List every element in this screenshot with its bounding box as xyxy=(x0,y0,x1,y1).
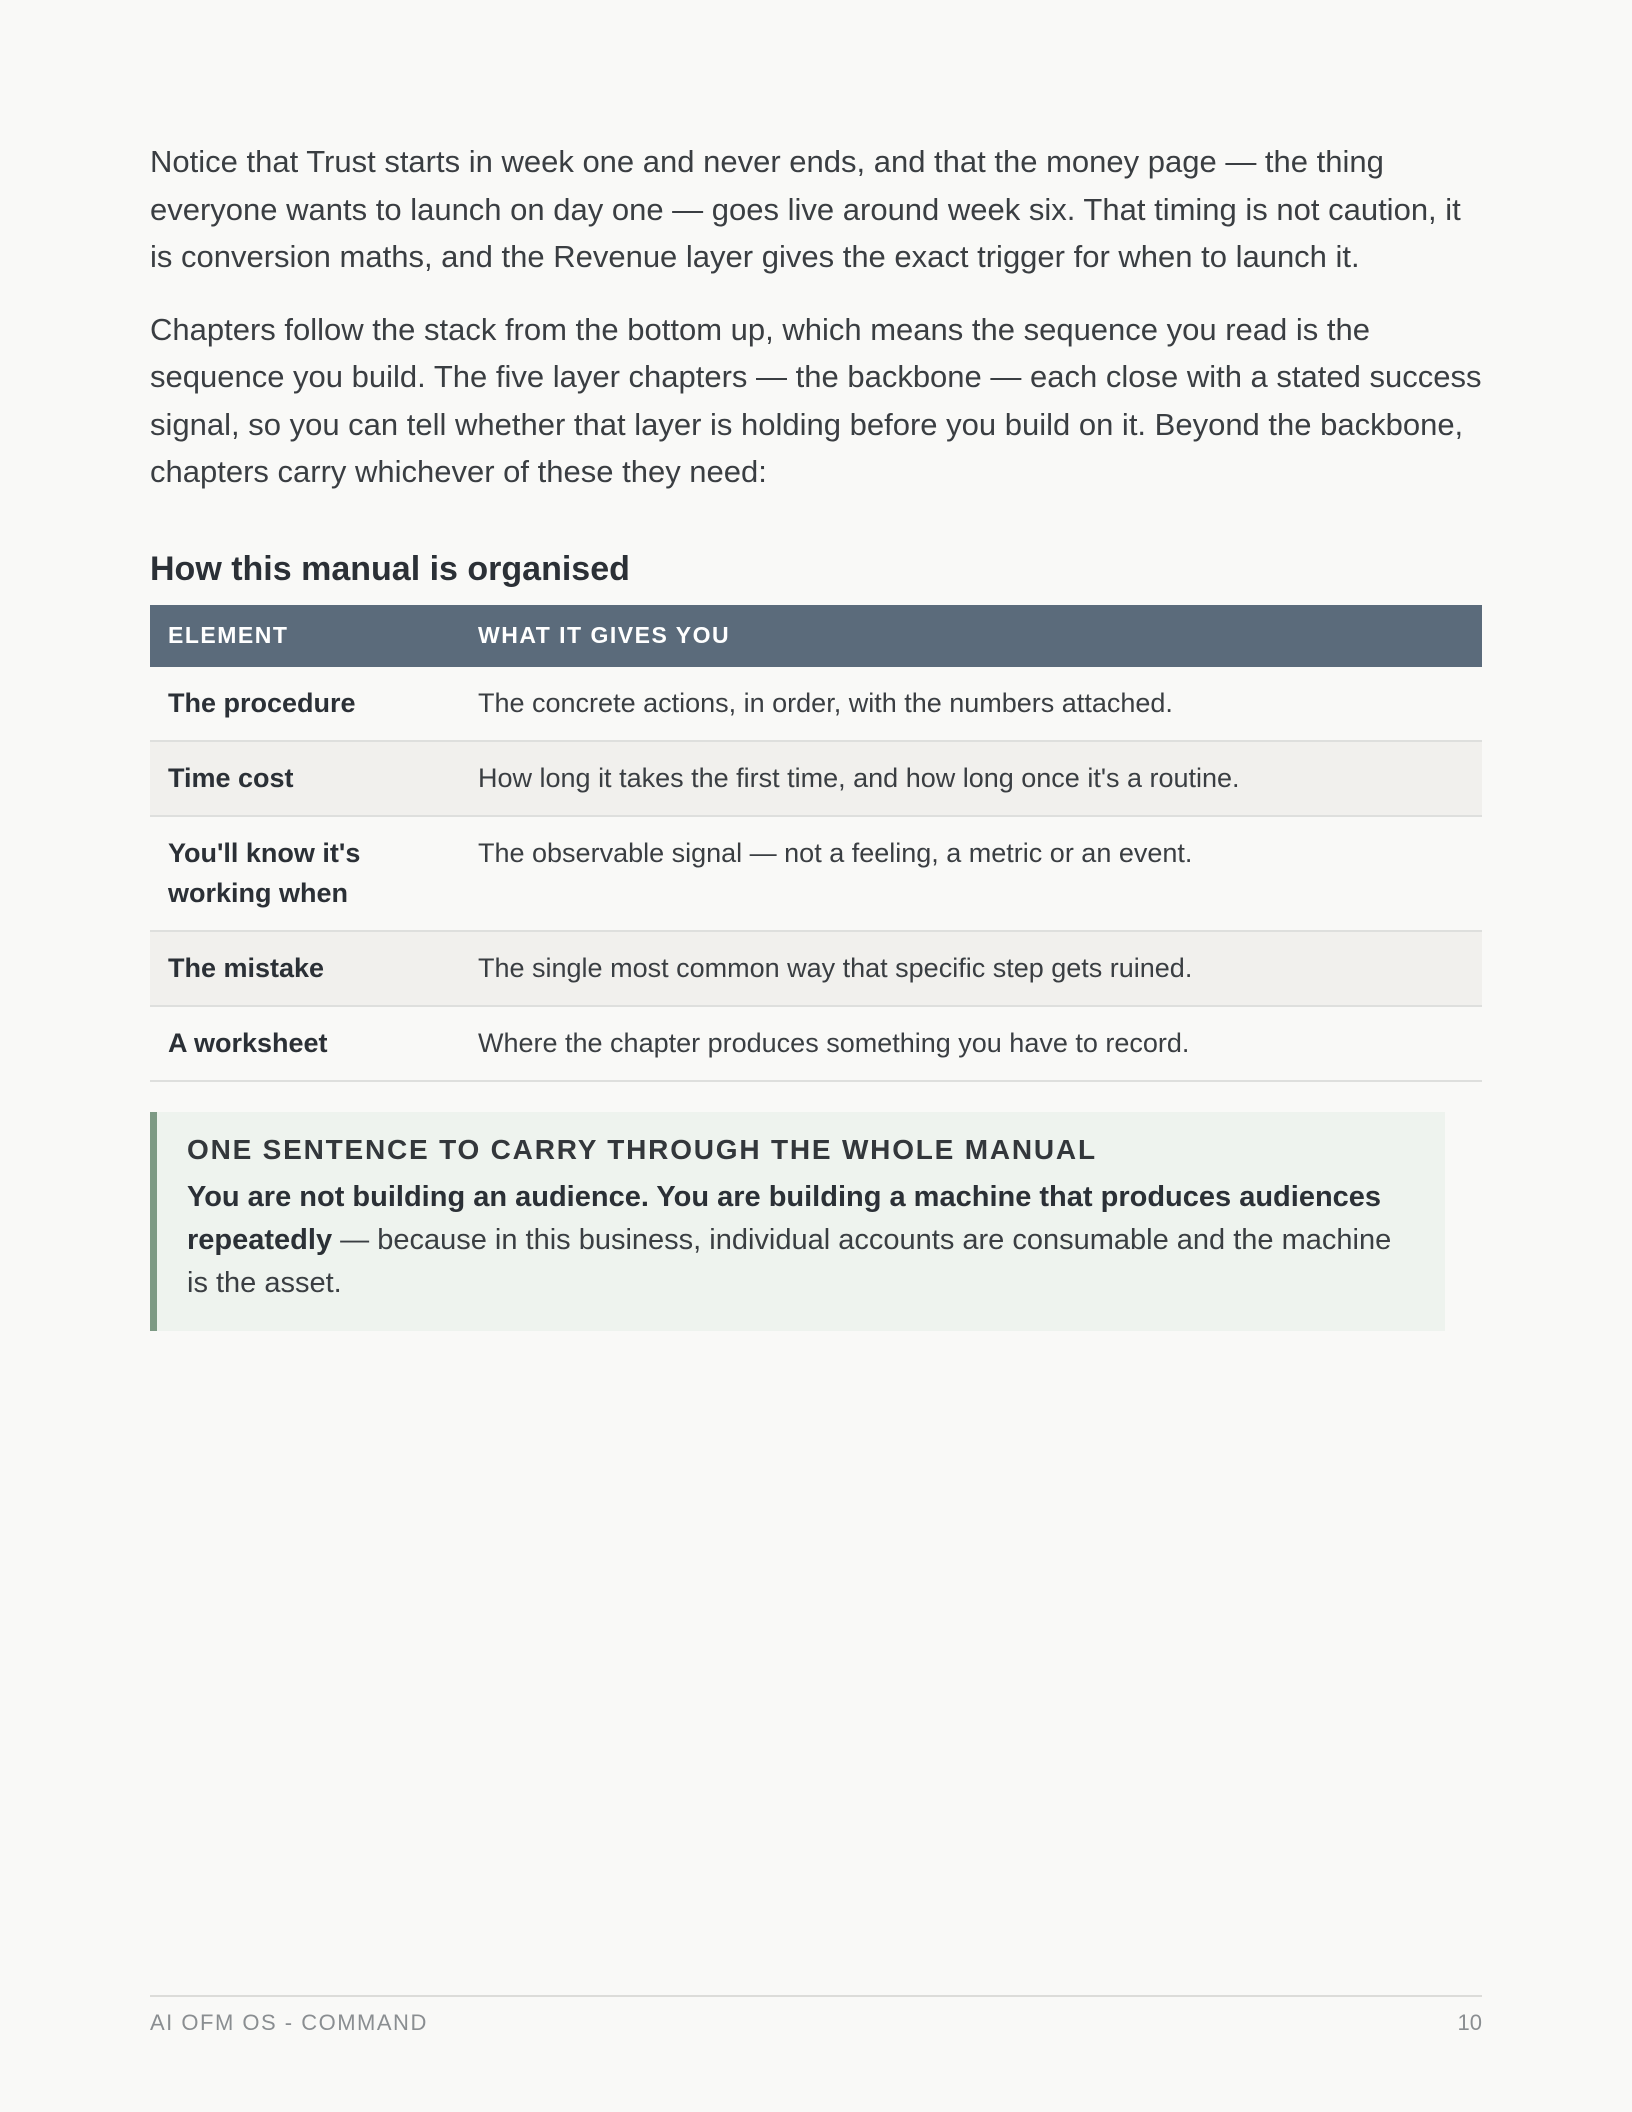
table-header-element: ELEMENT xyxy=(150,605,470,667)
callout-title: ONE SENTENCE TO CARRY THROUGH THE WHOLE MANUAL xyxy=(187,1133,1097,1165)
key-sentence-callout xyxy=(150,1112,1445,1331)
table-row xyxy=(150,667,1482,741)
table-row xyxy=(150,816,1482,931)
page-content xyxy=(150,138,1482,1331)
table-row xyxy=(150,931,1482,1006)
row-element-cell: Time cost xyxy=(150,741,470,816)
callout-body xyxy=(187,1176,1415,1305)
page-number: 10 xyxy=(1457,2010,1482,2035)
footer-divider xyxy=(150,1995,1482,1997)
table-header-row xyxy=(150,605,1482,667)
row-description-cell: The concrete actions, in order, with the numbers attached. xyxy=(470,667,1482,741)
row-element-cell: You'll know it's working when xyxy=(150,816,470,931)
intro-paragraph-2: Chapters follow the stack from the bottom up, which means the sequence you read is the sequence you build. The five layer chapters — the backbone — each close with a stated success signal, so you can tell whether that layer is holding before you build on it. Beyond the backbone, chapters carry whichever of these they need: xyxy=(150,311,1482,489)
row-description-cell: The observable signal — not a feeling, a metric or an event. xyxy=(470,816,1482,931)
row-description-cell: How long it takes the first time, and how long once it's a routine. xyxy=(470,741,1482,816)
row-element-cell: A worksheet xyxy=(150,1006,470,1081)
table-row xyxy=(150,741,1482,816)
row-element-cell: The procedure xyxy=(150,667,470,741)
section-title: How this manual is organised xyxy=(150,549,630,588)
organisation-table xyxy=(150,605,1482,1082)
table-header-description: WHAT IT GIVES YOU xyxy=(470,605,1482,667)
table-row xyxy=(150,1006,1482,1081)
row-element-cell: The mistake xyxy=(150,931,470,1006)
callout-rest-text: — because in this business, individual accounts are consumable and the machine is the asset. xyxy=(187,1223,1392,1299)
intro-paragraph-1: Notice that Trust starts in week one and never ends, and that the money page — the thing everyone wants to launch on day one — goes live around week six. That timing is not caution, it is conversion maths, and the Revenue layer gives the exact trigger for when to launch it. xyxy=(150,144,1461,274)
footer-document-title: AI OFM OS - COMMAND xyxy=(150,2010,428,2035)
row-description-cell: Where the chapter produces something you have to record. xyxy=(470,1006,1482,1081)
callout-bold-text: You are not building an audience. You are building a machine that produces audiences repeatedly xyxy=(187,1180,1382,1256)
row-description-cell: The single most common way that specific step gets ruined. xyxy=(470,931,1482,1006)
